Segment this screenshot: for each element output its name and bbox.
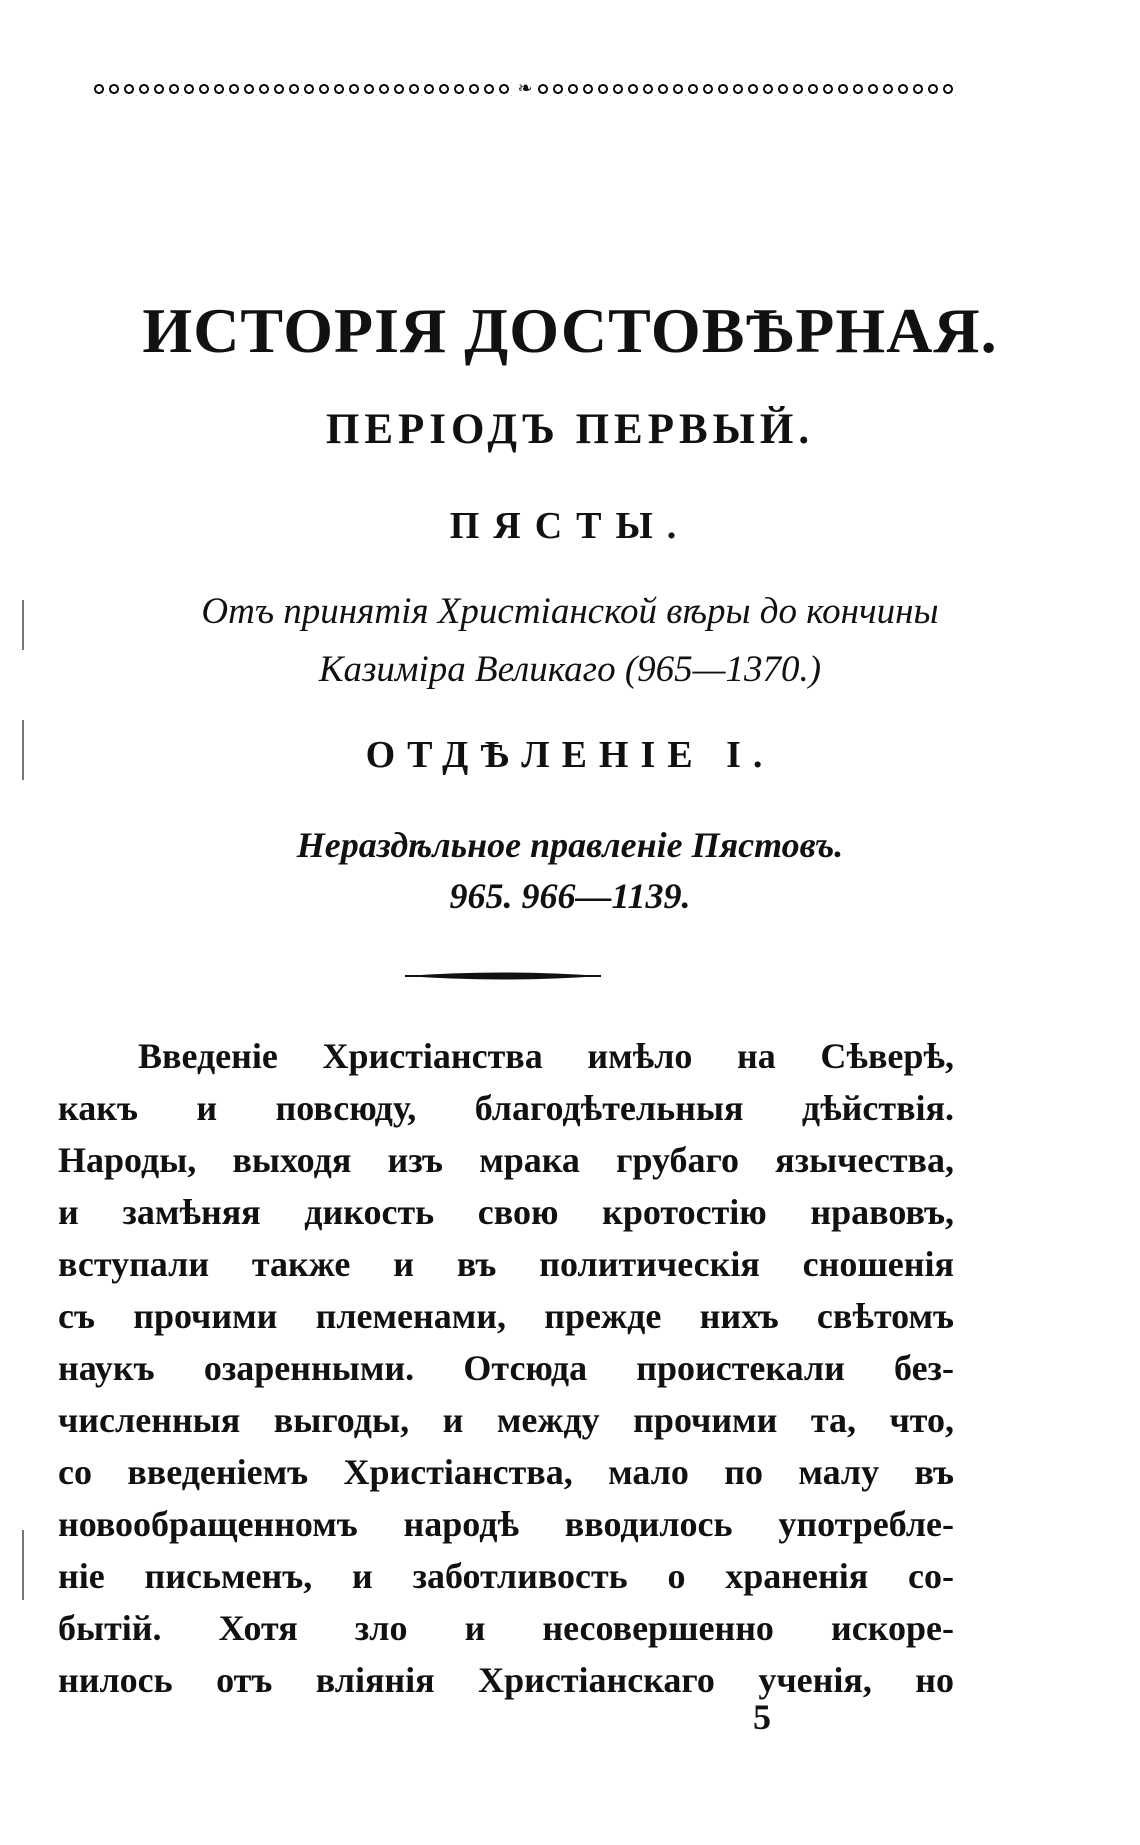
top-ornament-rule <box>92 74 958 104</box>
section-subtitle-line-1: Нераздѣльное правленіе Пястовъ. <box>296 825 844 865</box>
period-heading: ПЕРІОДЪ ПЕРВЫЙ. <box>325 406 815 453</box>
body-line: и замѣняя дикость свою кротостію нравовъ, <box>58 1192 954 1232</box>
body-line: вступали также и въ политическія сношенія <box>58 1244 954 1284</box>
subtitle-line-1: Отъ принятія Христіанской вѣры до кончины <box>201 591 939 632</box>
dynasty-heading: ПЯСТЫ. <box>449 505 691 547</box>
margin-mark <box>22 1530 24 1600</box>
subtitle-line-2: Казиміра Великаго (965—1370.) <box>318 649 822 690</box>
body-line: Введеніе Христіанства имѣло на Сѣверѣ, <box>138 1036 954 1076</box>
page-number: 5 <box>753 1697 771 1737</box>
section-subtitle-line-2: 965. 966—1139. <box>449 876 691 916</box>
body-line: Народы, выходя изъ мрака грубаго язычества, <box>58 1140 954 1180</box>
scan-margin-marks <box>22 600 26 1700</box>
body-line: новообращенномъ народѣ вводилось употребле- <box>58 1504 954 1544</box>
body-line: съ прочими племенами, прежде нихъ свѣтомъ <box>58 1296 954 1336</box>
body-line: со введеніемъ Христіанства, мало по малу въ <box>58 1452 954 1492</box>
fleuron-icon: ❧ <box>517 78 533 99</box>
body-paragraph <box>58 1030 954 1706</box>
body-line: какъ и повсюду, благодѣтельныя дѣйствія. <box>58 1088 954 1128</box>
body-line: численныя выгоды, и между прочими та, что, <box>58 1400 954 1440</box>
chain-ornament-right <box>536 82 958 96</box>
divider-rule <box>405 970 601 982</box>
margin-mark <box>22 600 24 650</box>
body-line: нилось отъ вліянія Христіанскаго ученія, но <box>58 1660 954 1700</box>
body-line: ніе письменъ, и заботливость о храненія со- <box>58 1556 954 1596</box>
page-title: ИСТОРІЯ ДОСТОВѢРНАЯ. <box>142 295 998 366</box>
margin-mark <box>22 720 24 780</box>
body-line: наукъ озаренными. Отсюда проистекали без- <box>58 1348 954 1388</box>
body-line: бытій. Хотя зло и несовершенно искоре- <box>58 1608 954 1648</box>
section-heading: ОТДѢЛЕНІЕ I. <box>365 734 775 776</box>
chain-ornament-left <box>92 82 514 96</box>
